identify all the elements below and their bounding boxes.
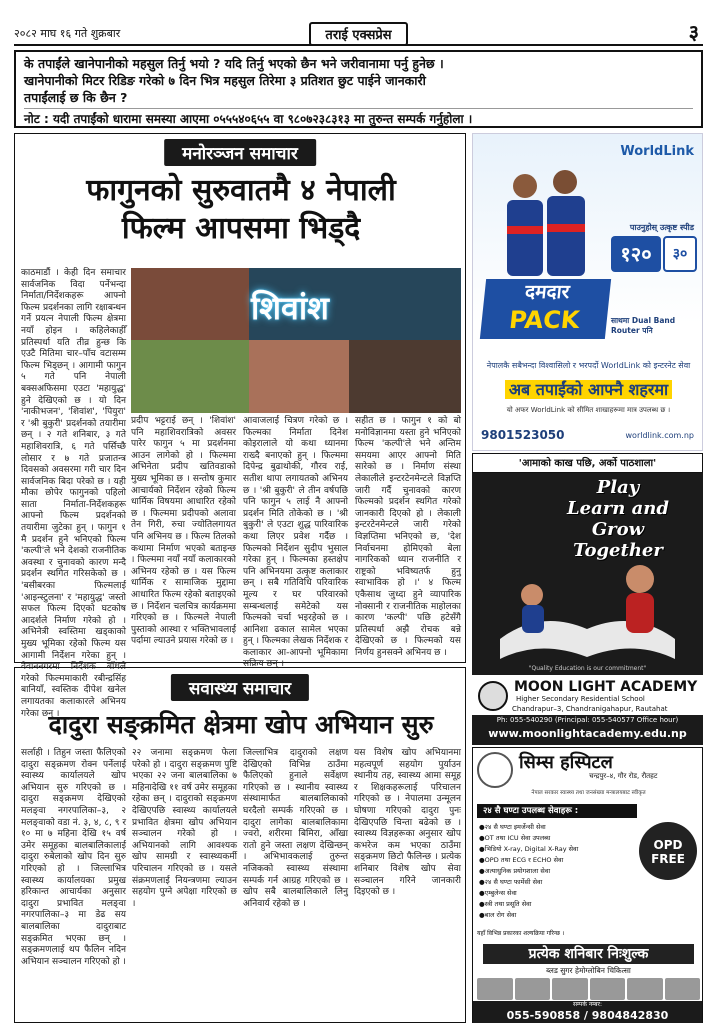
sims-hospital-ad	[472, 747, 703, 1023]
school-website: www.moonlightacademy.edu.np	[488, 727, 687, 740]
doctor-photo	[515, 978, 551, 1000]
water-notice	[14, 50, 703, 128]
entertainment-headline	[21, 172, 461, 248]
ent-column-2: प्रदीप भट्टराई छन् । 'शिवांश' पनि महाशिवरात्रिको अवसर पारेर फागुन ५ मा प्रदर्शनमा आउन लागेको हो । फिल्ममा अभिनेता प्रदीप खतिवडाको मुख्य भूमिका छ । सन्तोष कुमार आचार्यको निर्देशन रहेको फिल्म धार्मिक विषयमा आधारित रहेको छ । फिल्ममा प्रदीपको अलावा तेन गिरी, रुचा ज्योतिलगायत पनि अभिनय छ । फिल्म तिलको कथामा निर्माण भएको बताइन्छ । फिल्ममा नयाँ नयाँ कलाकारको अभिनय रहेको छ । यस फिल्म धार्मिक र सामाजिक मुद्दामा आधारित फिल्म रहेको बताइएको छ । निर्देशन चलचित्र कार्यक्रममा गरिएको छ । फिल्मले नेपाली पुस्ताको आस्था र भक्तिभावलाई पर्दामा ल्याउने प्रयास गरेको छ ।	[131, 416, 236, 647]
service-item: ● OT तथा ICU सेवा उपलब्ध	[479, 833, 639, 844]
poster-actress-image	[249, 340, 349, 413]
service-item: ● स्त्री तथा प्रसूति सेवा	[479, 899, 639, 910]
health-column-3: जिल्लाभित्र दादुराको लक्षण देखिएको विभिन्न ठाउँमा फैलिएको हुनाले सर्वेक्षण गरिएको छ । स्थानीय स्वास्थ्य संस्थामार्फत बालबालिकाको घरदैलो सम्पर्क गरिएको छ । दादुरा लागेका बालबालिकामा ज्वरो, शरीरमा बिमिरा, आँखा रातो हुने जस्ता लक्षण देखिन्छन् । अभिभावकलाई तुरुन्त नजिकको स्वास्थ्य संस्थामा सम्पर्क गर्न आग्रह गरिएको छ । खोप सबै बालबालिकाले लिनु अनिवार्य रहेको छ ।	[243, 748, 348, 909]
service-item: ● बाल रोग सेवा	[479, 910, 639, 921]
health-banner: सवास्थ्य समाचार	[171, 674, 309, 701]
health-column-2: २२ जनामा सङ्क्रमण फेला परेको हो । दादुरा सङ्क्रमण पुष्टि भएका २२ जना बालबालिका ७ महिनादेखि ११ वर्ष उमेर समूहका रहेका छन् । दादुराको सङ्क्रमण देखिएपछि स्वास्थ्य कार्यालयले प्रभावित क्षेत्रमा खोप अभियान सञ्चालन गरेको हो । अभियानको लागि आवश्यक खोप सामग्री र स्वास्थ्यकर्मी परिचालन गरिएको छ । यसले संक्रमणलाई नियन्त्रणमा ल्याउन सहयोग पुग्ने अपेक्षा गरिएको छ ।	[132, 748, 237, 909]
services-list	[479, 822, 639, 921]
city-slogan: अब तपाईंको आफ्नै शहरमा	[479, 378, 698, 400]
school-motto: "Quality Education is our commitment"	[528, 665, 647, 672]
hospital-contact	[473, 1001, 702, 1023]
poster-title-text: शिवांश	[251, 289, 329, 327]
page-number: ३	[688, 20, 699, 44]
doctor-photos	[477, 978, 700, 1000]
headline-line-2: फिल्म आपसमा भिड्दै	[121, 211, 361, 246]
speed-label: पाउनुहोस् उत्कृष्ट स्पीड	[629, 223, 694, 232]
contact-numbers: 055-590858 / 9804842830	[506, 1009, 669, 1022]
moonlight-academy-ad	[472, 453, 703, 745]
service-item: ● एम्बुलेन्स सेवा	[479, 888, 639, 899]
worldlink-website: worldlink.com.np	[625, 431, 694, 440]
damdar-pack-logo	[480, 279, 611, 339]
notice-line-3: तपाईंलाई छ कि छैन ?	[24, 90, 128, 105]
issue-date: २०८२ माघ १६ गते शुक्रबार	[14, 27, 121, 40]
ent-column-4: सहीत छ । फागुन १ को बो मनोविज्ञानमा यस्ता हुने भनिएको फिल्म 'कल्पी'ले भने अन्तिम समयमा आएर आफ्नो मिति सारेको छ । निर्माण संस्था लेकालीले इन्टरटेनमेन्टले विज्ञप्ति जारी गर्दै चुनावको कारण फिल्मको प्रदर्शन स्थगित गरेको जानकारी दिएको हो । लेकाली इन्टरटेनमेन्टले जारी गरेको विज्ञप्तिमा भनिएको छ, 'देश निर्वाचनमा होमिएको बेला नागरिकको ध्यान राजनीति र राष्ट्रको भविष्यतर्फ हुनु स्वाभाविक हो ।' ४ फिल्म एकैसाथ जुध्दा हुने व्यापारिक नोक्सानी र राजनीतिक माहोलका कारण 'कल्पी' पछि हटेसँगै प्रतिस्पर्धा अझै रोचक बन्ने देखिएको छ । फिल्मको यस निर्णय हुनसक्ने अभिनय छ ।	[355, 416, 461, 658]
doctor-photo	[552, 978, 588, 1000]
poster-woman-image	[131, 268, 249, 340]
notice-note: नोट : यदी तपाईंको धारामा समस्या आएमा ०५५५४०६५५ वा ९८०७२३८३१३ मा तुरुन्त सम्पर्क गर्नुहोला ।	[24, 108, 693, 128]
students-reading-image	[480, 549, 695, 669]
doctor-photo	[477, 978, 513, 1000]
offer-note: यो अफर WorldLink को सीमित शाखाहरूमा मात्र उपलब्ध छ ।	[506, 406, 671, 414]
saturday-free-banner: प्रत्येक शनिबार निःशुल्क	[483, 944, 694, 964]
health-headline: दादुरा सङ्क्रमित क्षेत्रमा खोप अभियान सुरु	[48, 710, 434, 739]
doctor-photo	[665, 978, 701, 1000]
price-value: ३०	[663, 236, 697, 272]
services-header: २४ सै घण्टा उपलब्ध सेवाहरू :	[477, 804, 637, 818]
hospital-location: चन्द्रपुर–४, गौर रोड, रौतहट	[589, 772, 658, 780]
worldlink-ad	[472, 133, 703, 451]
page-header	[14, 22, 703, 46]
poster-family-image	[131, 340, 249, 413]
service-item: ● OPD तथा ECG र ECHO सेवा	[479, 855, 639, 866]
pack-word: PACK	[507, 306, 581, 334]
doctor-photo	[627, 978, 663, 1000]
hospital-license: नेपाल सरकार स्वास्थ्य तथा जनसंख्या मन्त्रालयबाट स्वीकृत	[531, 790, 646, 796]
play-learn-grow-text: Play Learn and Grow Together	[567, 477, 669, 561]
entertainment-banner: मनोरञ्जन समाचार	[164, 139, 316, 166]
cricket-players-image	[493, 166, 598, 276]
worldlink-tagline: नेपालकै सबैभन्दा विश्वासिलो र भरपर्दो WorldLink को इन्टरनेट सेवा	[486, 361, 691, 370]
service-item: ● अत्याधुनिक प्रयोगशाला सेवा	[479, 866, 639, 877]
health-section	[14, 667, 466, 1023]
school-crest-icon	[478, 681, 508, 711]
hospital-name: सिम्स हस्पिटल	[519, 752, 613, 773]
service-item: ● भिडियो X-ray, Digital X-Ray सेवा	[479, 844, 639, 855]
service-item: ● २४ सै घण्टा इमर्जेन्सी सेवा	[479, 822, 639, 833]
school-slogan-top: 'आमाको काख पछि, अर्को पाठशाला'	[472, 453, 703, 473]
headline-line-1: फागुनको सुरुवातमै ४ नेपाली	[86, 173, 396, 208]
notice-line-2: खानेपानीको मिटर रिडिङ गरेको ७ दिन भित्र महसुल तिरेमा ३ प्रतिशत छुट पाईने जानकारी	[24, 73, 426, 88]
school-address: Chandrapur–3, Chandranigahapur, Rautahat	[512, 705, 668, 713]
film-poster-collage	[131, 268, 461, 413]
speed-value: १२०	[611, 236, 661, 272]
poster-actor-image	[349, 340, 461, 413]
hospital-logo-icon	[477, 752, 513, 788]
doctor-photo	[590, 978, 626, 1000]
pack-title: दमदार	[524, 281, 571, 303]
health-column-1: सर्लाही । तिहुन जस्ता फैलिएको दादुरा सङ्क्रमण रोक्न पर्नेलाई स्वास्थ्य कार्यालयले खोप अभियान सुरु गरिएको छ । दादुरा सङ्क्रमण देखिएको मलङ्वा नगरपालिका–३, २ मलङ्वाको वडा नं. ३, ४, ८, ९ र १० मा ७ महिना देखि १५ वर्ष उमेर समूहका बालबालिकालाई दादुरा रुबेलाको खोप दिन सुरु गरिएको हो । जिल्लाभित्र स्वास्थ्य कार्यालयका प्रमुख हरिकान्त आचार्यका अनुसार दादुरा प्रभावित मलङ्वा नगरपालिका–३ मा डेढ सय बालबालिका दादुराबाट सङ्क्रमित भएका छन् । सङ्क्रमणलाई थप फैलिन नदिन अभियान सञ्चालन गरिएको हो ।	[21, 748, 126, 967]
worldlink-phone: 9801523050	[481, 428, 565, 442]
contact-label: सम्पर्क नम्बर:	[572, 1001, 603, 1008]
ent-column-3: आवाजलाई चित्रण गरेको छ । फिल्मका निर्माता दिनेश कोइरालाले यो कथा ध्यानमा राख्दै बनाएको हुन् । फिल्ममा दिपेन्द्र बुढाथोकी, गौरव राई, सतीश थापा लगायतको अभिनय छ । 'श्री बुकुरी' ले तीन वर्षपछि पनि फागुन ५ लाई नै आफ्नो प्रदर्शन मिति तोकेको छ । 'श्री बुकुरी' ले एउटा शुद्ध पारिवारिक कथा लिएर प्रवेश गर्दैछ । फिल्मको निर्देशन सुदीप भुसाल गरेका हुन् । फिल्मका हस्तक्षेप पनि अभिनयमा उत्कृष्ट कलाकार छन् । सबै गतिविधि परिवारिक मूल्य र घर परिवारको सम्बन्धलाई समेटेको यस फिल्मको चर्चा भइरहेको छ । आनिशा ढकाल सामेल भएका हुन् । फिल्मका लेखक निर्देशक र कलाकार आ-आफ्नो भूमिकामा सक्रिय छन् ।	[243, 416, 348, 670]
school-phone: Ph: 055-540290 (Principal: 055-540577 Office hour)	[472, 715, 703, 725]
opd-free-badge: OPD FREE	[639, 822, 697, 880]
ent-column-1: काठमाडौं । केही दिन समाचार सार्वजनिक विदा पर्नेभन्दा निर्माता/निर्देशकहरू आफ्नो फिल्म प्रदर्शनका लागि रक्षाबन्धन गर्ने प्रयत्न नेपाली फिल्म क्षेत्रमा नयाँ होइन । कहिलेकाहीँ प्रतिस्पर्धा यति तीव्र हुन्छ कि एउटै मितिमा चार–पाँच वटासम्म फिल्म भिड्छन् । आगामी फागुन ५ गते पनि नेपाली बक्सअफिसमा एउटा 'महायुद्ध' हुने देखिएको छ । यो दिन 'नाकीभजन', 'शिवांश', 'पियुरा' र 'श्री बुकुरी' प्रदर्शनको तयारीमा छन् । २ गते शनिबार, ३ गते महाशिवरात्रि, ६ गते पर्सिच्छै लोसार र ७ गते प्रजातन्त्र दिवसको अवसरमा गरी चार दिन सार्वजनिक बिदा परेको छ । यही मौका छोपेर फागुनको पहिलो साता निर्माता-निर्देशकहरू आफ्नो फिल्म प्रदर्शनको तयारीमा जुटेका हुन् । फागुन १ मै प्रदर्शन हुने भनिएको फिल्म 'कल्पी'ले भने देशको राजनीतिक अवस्था र चुनावको कारण मन्दै प्रदर्शन स्थगित गरिसकेको छ । 'बसीबरका फिल्मलाई 'आइन्स्टुलना' र 'महायुद्ध' जस्तो सफल फिल्म दिएको घटकोष आदर्शले निर्माण गरेको हो । अभिनेत्री स्वस्तिमा खड्काको मुख्य भूमिका रहेको फिल्म यस आगामी निर्देशन गरेका हुन् । वैवाननगरमा निर्देशक बाँधले गरेको फिल्ममाकारी रबीन्द्रसिंह बानियाँ, स्वस्तिक दीपेश खनेल लगायतका कलाकारले अभिनय गरेका छन् ।	[21, 268, 126, 719]
router-text: साथमा Dual Band Router पनि	[611, 316, 676, 335]
surgery-note: यहाँ विभिन्न प्रकारका शल्यक्रिया गरिन्छ ।	[477, 930, 565, 937]
newspaper-title: तराई एक्सप्रेस	[309, 22, 407, 46]
notice-line-1: के तपाईंले खानेपानीको महसुल तिर्नु भयो ? यदि तिर्नु भएको छैन भने जरीवानामा पर्नु हुनेछ ।	[24, 56, 444, 71]
free-checkup-text: ब्लड सुगर हेमोग्लोबिन चिकित्सा	[546, 966, 631, 975]
worldlink-logo: WorldLink	[620, 144, 694, 159]
school-subtitle: Higher Secondary Residential School	[516, 695, 645, 703]
school-name: MOON LIGHT ACADEMY	[514, 679, 698, 695]
service-item: ● २४ सै घण्टा फार्मेसी सेवा	[479, 877, 639, 888]
health-column-4: यस विशेष खोप अभियानमा महत्वपूर्ण सहयोग पुर्याउन स्थानीय तह, स्वास्थ्य आमा समूह र शिक्षकहरूलाई परिचालन गरिएको छ । नेपालमा उन्मूलन घोषणा गरिएको दादुरा पुनः देखिएपछि चिन्ता बढेको छ । स्वास्थ्य विज्ञहरूका अनुसार खोप कभरेज कम भएका ठाउँमा सङ्क्रमण छिटो फैलिन्छ । प्रत्येक शनिबार विशेष खोप सेवा सञ्चालन गरिने जानकारी दिइएको छ ।	[354, 748, 461, 898]
